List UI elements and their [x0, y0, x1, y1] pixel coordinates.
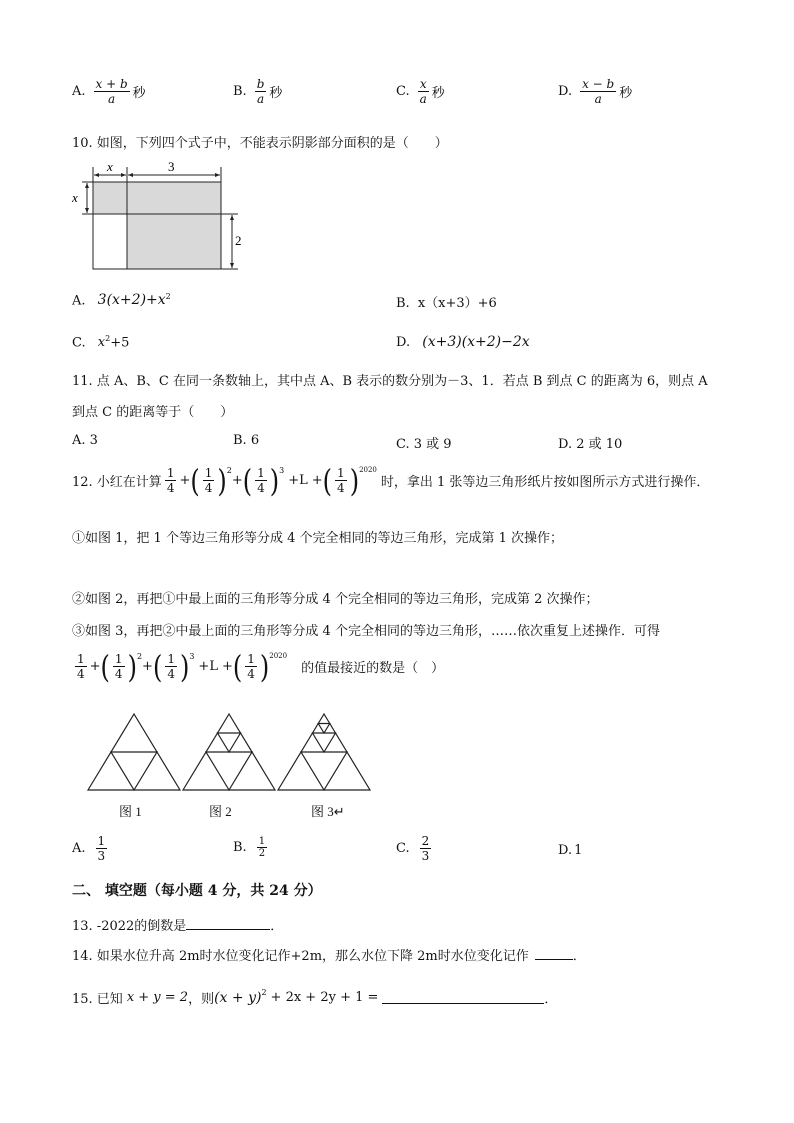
label-3: 3: [168, 159, 175, 174]
plus: +: [142, 659, 153, 674]
exponent: 3: [279, 466, 285, 475]
unit: 秒: [132, 86, 146, 101]
plus: +: [311, 473, 323, 488]
q10-option-d: [396, 334, 530, 350]
option-letter: D.: [558, 84, 573, 99]
paren: ): [259, 648, 270, 685]
numerator: 1: [114, 652, 123, 666]
fraction: [255, 77, 267, 106]
option-letter: D.: [558, 437, 573, 452]
triangle-figure-1: [88, 714, 180, 790]
numerator: x + b: [95, 77, 128, 91]
answer-blank[interactable]: [535, 947, 573, 960]
denominator: 3: [97, 849, 106, 863]
q13-end: ．: [270, 919, 284, 934]
q12-step3: ③如图 3，再把②中最上面的三角形等分成 4 个完全相同的等边三角形，……依次重复上述操作．可得: [72, 624, 660, 639]
q11-option-d: [558, 433, 622, 452]
option-letter: A.: [72, 433, 86, 448]
q13-text: 13. -2022的倒数是: [72, 919, 187, 934]
q10-option-c: [72, 334, 129, 350]
ellipsis-term: +L: [288, 473, 308, 488]
q13: [72, 915, 283, 934]
option-letter: B.: [233, 840, 247, 855]
fraction: [113, 652, 125, 681]
exponent: 2: [165, 292, 171, 301]
label-x-left: x: [72, 190, 78, 205]
label-2: 2: [235, 233, 242, 248]
q12-option-b: [233, 836, 270, 859]
q14: [72, 945, 586, 964]
q12-step2: ②如图 2，再把①中最上面的三角形等分成 4 个完全相同的等边三角形，完成第 2 次操作；: [72, 592, 599, 607]
q12-option-a: [72, 834, 110, 863]
fig-label-1: 图 1: [119, 804, 142, 819]
q9-option-a: [72, 77, 146, 106]
answer-blank[interactable]: [382, 991, 544, 1004]
numerator: 2: [421, 834, 430, 848]
denominator: 4: [247, 667, 255, 681]
fraction: [257, 836, 267, 859]
option-letter: C.: [396, 841, 410, 856]
paren: ): [179, 648, 190, 685]
q9-option-c: [396, 77, 445, 106]
denominator: a: [256, 92, 265, 106]
numerator: x: [419, 77, 427, 91]
answer-blank[interactable]: [186, 917, 270, 930]
option-text: 6: [250, 433, 260, 448]
q12-option-c: [396, 834, 434, 863]
fraction: [335, 466, 347, 495]
unit: 秒: [269, 86, 283, 101]
numerator: x − b: [582, 77, 615, 91]
ellipsis-term: +L: [198, 659, 218, 674]
numerator: 1: [166, 466, 175, 480]
paren: (: [100, 648, 110, 685]
unit: 秒: [619, 86, 633, 101]
option-letter: B.: [396, 296, 410, 311]
q14-end: ．: [572, 949, 586, 964]
q15-mid: ，则: [188, 992, 215, 1007]
exponent: 2020: [359, 466, 377, 474]
option-letter: D.: [558, 843, 573, 858]
denominator: 4: [337, 481, 345, 495]
plus: +: [221, 659, 233, 674]
numerator: 1: [258, 836, 266, 847]
option-letter: C.: [396, 84, 410, 99]
option-text: 3: [89, 433, 98, 448]
q11-option-b: [233, 433, 259, 448]
numerator: b: [256, 77, 265, 91]
paren: (: [232, 648, 243, 685]
shaded-top: [93, 182, 221, 214]
denominator: 4: [167, 667, 175, 681]
denominator: 4: [166, 481, 175, 495]
q11-option-c: [396, 433, 452, 452]
option-text: 1: [574, 843, 583, 858]
exponent: 2: [226, 466, 232, 475]
option-expression: (x+3)(x+2)−2x: [422, 334, 530, 350]
q10-stem: 10. 如图，下列四个式子中，不能表示阴影部分面积的是（ ）: [72, 136, 448, 151]
fraction: [96, 834, 108, 863]
exponent: 2: [261, 988, 267, 997]
option-expression: x（x+3）+6: [417, 296, 497, 311]
denominator: 3: [421, 849, 430, 863]
q9-option-d: [558, 77, 632, 106]
exponent: 2: [105, 334, 111, 343]
q12-option-d: [558, 843, 582, 858]
denominator: 4: [77, 667, 85, 681]
plus: +: [89, 659, 101, 674]
q10-option-a: [72, 292, 171, 308]
paren: (: [152, 648, 163, 685]
exponent: 2: [136, 652, 143, 661]
denominator: a: [108, 92, 116, 106]
option-rest: +5: [110, 335, 130, 351]
numerator: 1: [257, 466, 265, 480]
paren: ): [269, 462, 280, 499]
exponent: 3: [189, 652, 195, 661]
denominator: a: [419, 92, 427, 106]
option-letter: A.: [72, 293, 86, 309]
paren: ): [349, 462, 360, 499]
section-title: 二、 填空题（每小题 4 分，共 24 分）: [72, 883, 322, 899]
q15: [72, 988, 557, 1007]
numerator: 1: [77, 652, 85, 666]
option-expression: 3(x+2)+x: [97, 292, 166, 309]
paren: (: [322, 462, 333, 499]
fraction: [75, 652, 87, 681]
q10-figure: [70, 158, 250, 274]
fraction: [418, 77, 429, 106]
unit: 秒: [431, 86, 445, 101]
option-letter: A.: [72, 841, 86, 856]
q15-end: ．: [544, 992, 558, 1007]
fig-label-3: 图 3↵: [311, 804, 345, 819]
q12-stem: [72, 462, 710, 499]
fraction: [245, 652, 257, 681]
fraction: [203, 466, 215, 495]
option-letter: B.: [233, 433, 247, 448]
fraction: [580, 77, 616, 106]
q15-expression-rest: + 2x + 2y + 1 =: [270, 990, 379, 1005]
shaded-bottom-right: [127, 214, 221, 269]
numerator: 1: [247, 652, 255, 666]
q10-option-b: [396, 292, 497, 311]
denominator: 4: [204, 481, 213, 495]
denominator: 2: [258, 848, 266, 859]
q12-expression: [72, 648, 445, 685]
fraction: [420, 834, 432, 863]
q11-line1: 11. 点 A、B、C 在同一条数轴上，其中点 A、B 表示的数分别为－3、1．若点 B 到点 C 的距离为 6，则点 A: [72, 374, 708, 389]
q15-condition: x + y = 2: [126, 990, 189, 1005]
fraction: [165, 652, 177, 681]
option-base: x: [97, 335, 106, 351]
paren: (: [190, 462, 200, 499]
label-x-top: x: [107, 159, 113, 174]
q12-suffix: 时，拿出 1 张等边三角形纸片按如图所示方式进行操作．: [380, 475, 710, 490]
denominator: 4: [257, 481, 265, 495]
q14-text: 14. 如果水位升高 2m时水位变化记作+2m，那么水位下降 2m时水位变化记作: [72, 949, 529, 964]
q12-step1: ①如图 1，把 1 个等边三角形等分成 4 个完全相同的等边三角形，完成第 1 次操作；: [72, 531, 564, 546]
q12-prefix: 12. 小红在计算: [72, 475, 162, 490]
exponent: 2020: [269, 652, 288, 660]
paren: ): [217, 462, 227, 499]
numerator: 1: [204, 466, 213, 480]
triangle-figure-2: [183, 714, 275, 790]
q9-option-b: [233, 77, 282, 106]
option-letter: C.: [396, 437, 410, 452]
paren: (: [242, 462, 253, 499]
denominator: a: [594, 92, 602, 106]
q11-line2: 到点 C 的距离等于（ ）: [72, 405, 234, 420]
denominator: 4: [114, 667, 123, 681]
option-letter: C.: [72, 335, 86, 351]
q15-prefix: 15. 已知: [72, 992, 123, 1007]
option-letter: B.: [233, 84, 247, 99]
triangle-figure-3: [278, 714, 370, 790]
option-text: 3 或 9: [413, 437, 452, 452]
option-letter: A.: [72, 84, 86, 99]
plus: +: [231, 473, 243, 488]
q11-option-a: [72, 433, 98, 448]
fraction: [255, 466, 267, 495]
numerator: 1: [97, 834, 106, 848]
option-text: 2 或 10: [576, 437, 623, 452]
numerator: 1: [167, 652, 175, 666]
fraction: [165, 466, 177, 495]
q12-question-suffix: 的值最接近的数是（ ）: [301, 661, 445, 676]
paren: ): [127, 648, 137, 685]
fraction: [94, 77, 130, 106]
q12-figures: [85, 708, 385, 828]
option-letter: D.: [396, 335, 411, 350]
numerator: 1: [337, 466, 345, 480]
q15-expression-base: (x + y): [214, 989, 262, 1006]
fig-label-2: 图 2: [209, 804, 232, 819]
plus: +: [179, 473, 191, 488]
